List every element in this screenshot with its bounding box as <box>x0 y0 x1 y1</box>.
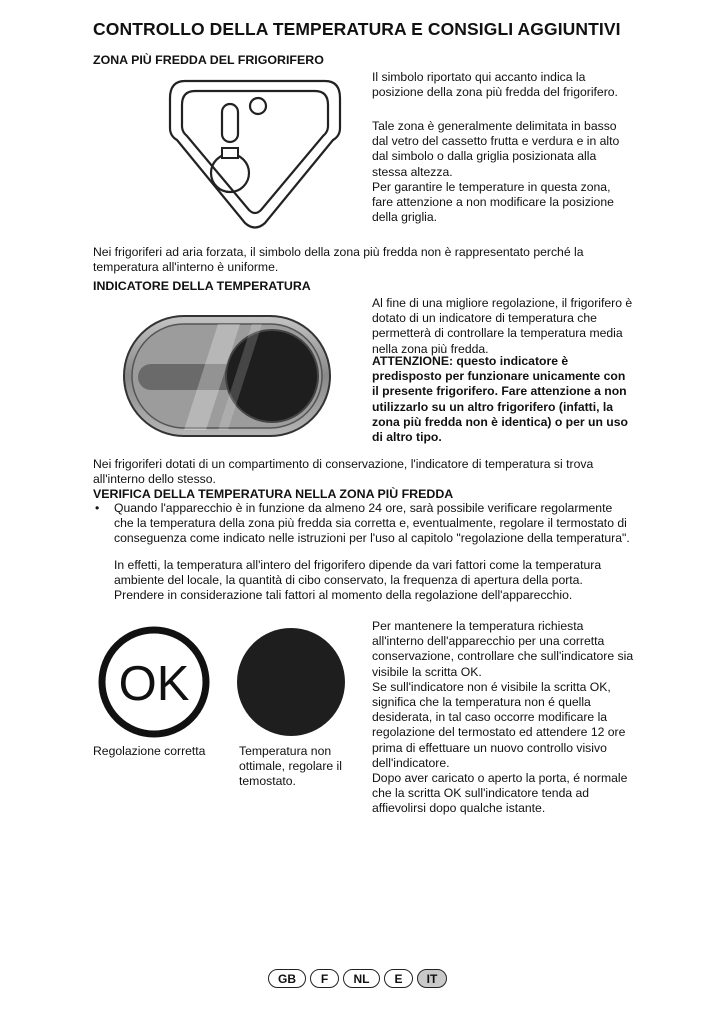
page-title: CONTROLLO DELLA TEMPERATURA E CONSIGLI AGGIUNTIVI <box>93 19 621 39</box>
dark-indicator-symbol <box>235 626 355 738</box>
check-bullet-1: Quando l'apparecchio è in funzione da almeno 24 ore, sarà possibile verificare regolarmente che la temperatura della zona più fredda sia corretta e, eventualmente, regolare il termostato di conseguenza come indicato nelle istruzioni per l'uso al capitolo "regolazione della temperatura". <box>114 501 630 546</box>
cold-zone-note: Nei frigoriferi ad aria forzata, il simbolo della zona più fredda non è rappresentato perché la temperatura all'interno è uniforme. <box>93 245 584 275</box>
ok-symbol <box>94 626 218 738</box>
coldest-zone-symbol <box>155 78 355 233</box>
lang-f[interactable]: F <box>310 969 339 988</box>
temperature-indicator-image <box>122 312 332 442</box>
check-heading: VERIFICA DELLA TEMPERATURA NELLA ZONA PIÙ FREDDA <box>93 487 454 501</box>
caption-ok: Regolazione corretta <box>93 744 206 758</box>
lang-gb[interactable]: GB <box>268 969 306 988</box>
ok-symbol-text: OK <box>118 657 190 711</box>
cold-zone-para-2: Tale zona è generalmente delimitata in basso dal vetro del cassetto frutta e verdura e in alto dal simbolo o dalla griglia posizionata alla stessa altezza. <box>372 119 620 179</box>
indicator-para-1: Al fine di una migliore regolazione, il frigorifero è dotato di un indicatore di temperatura che permetterà di controllare la temperatura media nella zona più fredda. <box>372 296 633 356</box>
indicator-note: Nei frigoriferi dotati di un compartimento di conservazione, l'indicatore di temperatura si trova all'interno dello stesso. <box>93 457 594 487</box>
lang-e[interactable]: E <box>384 969 413 988</box>
lang-it[interactable]: IT <box>417 969 447 988</box>
check-bullet-1-continued: In effetti, la temperatura all'intero del frigorifero dipende da vari fattori come la temperatura ambiente del locale, la quantità di cibo conservato, la frequenza di apertura della porta. Prendere in considerazione tali fattori al momento della regolazione dell'apparecchio. <box>114 558 602 603</box>
cold-zone-heading: ZONA PIÙ FREDDA DEL FRIGORIFERO <box>93 53 324 67</box>
language-selector <box>268 969 447 988</box>
bullet-mark: • <box>95 501 100 515</box>
indicator-heading: INDICATORE DELLA TEMPERATURA <box>93 279 311 293</box>
lang-nl[interactable]: NL <box>343 969 380 988</box>
caption-dark: Temperatura non ottimale, regolare il temostato. <box>239 744 342 789</box>
indicator-warning: ATTENZIONE: questo indicatore è predisposto per funzionare unicamente con il presente frigorifero. Fare attenzione a non utilizzarlo su un altro frigorifero (infatti, la zona più fredda non è identica) o per un uso di altro tipo. <box>372 354 628 445</box>
check-right-text: Per mantenere la temperatura richiesta all'interno dell'apparecchio per una corretta conservazione, controllare che sull'indicatore sia visibile la scritta OK. Se sull'indicatore non é visibile la scritta OK, significa che la temperatura non é quella desiderata, in tal caso occorre modificare la regolazione del termostato ed attendere 12 ore prima di effettuare un nuovo controllo visivo dell'indicatore. Dopo aver caricato o aperto la porta, é normale che la scritta OK sull'indicatore tenda ad affievolirsi dopo qualche istante. <box>372 619 634 816</box>
cold-zone-para-3: Per garantire le temperature in questa zona, fare attenzione a non modificare la posizione della griglia. <box>372 180 614 225</box>
cold-zone-para-1: Il simbolo riportato qui accanto indica la posizione della zona più fredda del frigorifero. <box>372 70 618 100</box>
